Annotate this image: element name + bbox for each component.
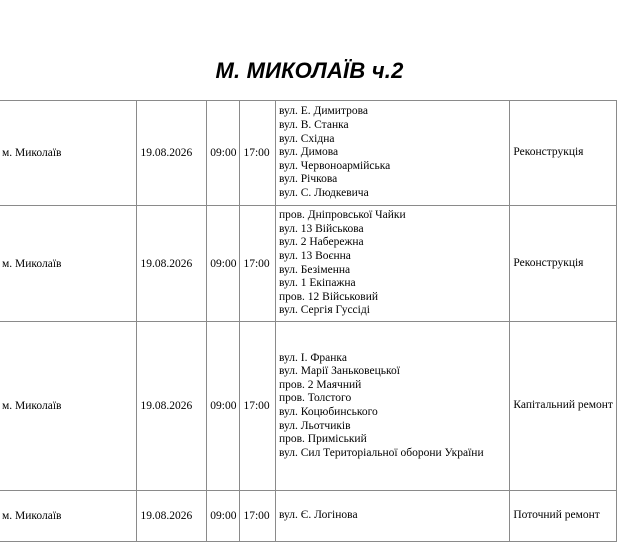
- street-item: пров. Дніпровської Чайки: [278, 209, 406, 222]
- streets-cell: [275, 322, 509, 491]
- work-type-cell: Реконструкція: [510, 206, 617, 322]
- street-item: вул. Червоноармійська: [278, 159, 391, 172]
- street-item: пров. Толстого: [278, 392, 352, 405]
- street-item: вул. Е. Димитрова: [278, 105, 368, 118]
- start-time-cell: 09:00: [207, 322, 240, 491]
- outage-schedule-table: [0, 100, 617, 542]
- streets-cell: [275, 491, 509, 542]
- start-time-cell: 09:00: [207, 101, 240, 206]
- street-item: вул. Льотчиків: [278, 419, 351, 432]
- table-row: [0, 491, 617, 542]
- street-item: вул. Безіменна: [278, 263, 351, 276]
- start-time-cell: 09:00: [207, 206, 240, 322]
- street-item: вул. В. Станка: [278, 119, 349, 132]
- end-time-cell: 17:00: [240, 101, 276, 206]
- street-item: вул. Річкова: [278, 173, 338, 186]
- street-item: вул. С. Людкевича: [278, 186, 369, 199]
- city-cell: м. Миколаїв: [0, 322, 137, 491]
- date-cell: 19.08.2026: [137, 322, 207, 491]
- street-item: вул. Східна: [278, 132, 335, 145]
- street-item: вул. Сергія Гуссіді: [278, 304, 370, 317]
- street-item: вул. Марії Заньковецької: [278, 365, 400, 378]
- page-title: М. МИКОЛАЇВ ч.2: [215, 58, 404, 83]
- street-item: вул. 2 Набережна: [278, 236, 364, 249]
- streets-cell: [275, 101, 509, 206]
- street-item: пров. 12 Військовий: [278, 290, 379, 303]
- work-type-cell: Капітальний ремонт: [510, 322, 617, 491]
- street-item: вул. 13 Військова: [278, 222, 364, 235]
- table-row: [0, 206, 617, 322]
- end-time-cell: 17:00: [240, 322, 276, 491]
- table-row: [0, 322, 617, 491]
- streets-cell: [275, 206, 509, 322]
- street-item: пров. Приміський: [278, 433, 367, 446]
- city-cell: м. Миколаїв: [0, 206, 137, 322]
- street-item: вул. Сил Територіальної оборони України: [278, 446, 484, 459]
- street-item: вул. Є. Логінова: [278, 509, 358, 522]
- date-cell: 19.08.2026: [137, 206, 207, 322]
- table-row: [0, 101, 617, 206]
- street-item: вул. Димова: [278, 146, 339, 159]
- start-time-cell: 09:00: [207, 491, 240, 542]
- date-cell: 19.08.2026: [137, 491, 207, 542]
- work-type-cell: Реконструкція: [510, 101, 617, 206]
- city-cell: м. Миколаїв: [0, 101, 137, 206]
- street-item: вул. 1 Екіпажна: [278, 277, 356, 290]
- work-type-cell: Поточний ремонт: [510, 491, 617, 542]
- city-cell: м. Миколаїв: [0, 491, 137, 542]
- date-cell: 19.08.2026: [137, 101, 207, 206]
- end-time-cell: 17:00: [240, 206, 276, 322]
- end-time-cell: 17:00: [240, 491, 276, 542]
- street-item: пров. 2 Маячний: [278, 378, 362, 391]
- street-item: вул. Коцюбинського: [278, 406, 378, 418]
- street-item: вул. 13 Воєнна: [278, 249, 351, 262]
- street-item: вул. І. Франка: [278, 351, 347, 364]
